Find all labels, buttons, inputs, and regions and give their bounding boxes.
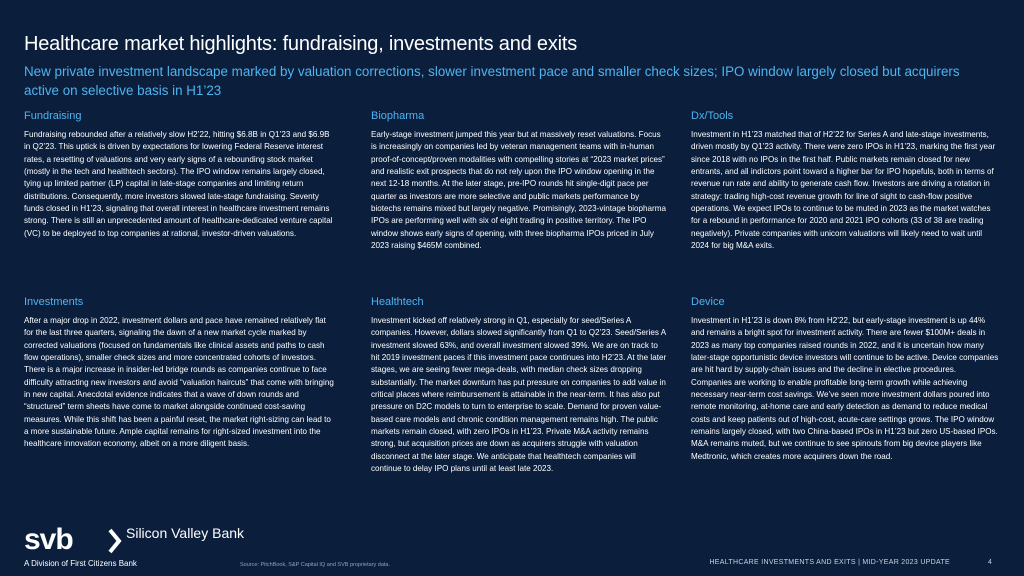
logo-division: A Division of First Citizens Bank	[24, 559, 137, 568]
section-body: Investment in H1’23 matched that of H2’22 for Series A and late-stage investments, driven mostly by Q1’23 activity. There were zero IPOs in H1’23, marking the first year since 2018 with no IPOs in the first half. Public markets remain closed for new entrants, and all indictors point toward a higher bar for IPO hopefuls, both in terms of revenue run rate and ability to generate cash flow. Investors are driving a rotation in strategy: trading high-cost revenue growth for line of sight to cash-flow positive operations. We expect IPOs to continue to be muted in 2023 as the market watches for a rebound in performance for 2020 and 2021 IPO cohorts (33 of 38 are trading negatively). Private companies with unicorn valuations will likely need to wait until 2024 for big M&A exits.	[691, 130, 996, 251]
section-heading: Fundraising	[24, 110, 82, 122]
section-body: Investment in H1’23 is down 8% from H2’22, but early-stage investment is up 44% and remains a bright spot for investment activity. There are fewer $100M+ deals in 2023 as many top companies raised rounds in 2022, and it is uncertain how many later-stage opportunistic device investors will continue to be active. Device companies are hit hard by supply-chain issues and the decline in elective procedures. Companies are working to enable profitable long-term growth while achieving necessary near-term cost savings. We’ve seen more investment dollars poured into remote monitoring, at-home care and early detection as demand to reduce medical costs and keep patients out of high-cost, acute-care settings grows. The IPO window remains largely closed, with two China-based IPOs in H1’23 but zero US-based IPOs. M&A remains muted, but we continue to see spinouts from big device players like Medtronic, which creates more acquirers down the road.	[691, 316, 999, 461]
source-note: Source: PitchBook, S&P Capital IQ and SVB proprietary data.	[240, 562, 391, 568]
section-fundraising	[24, 110, 336, 240]
page-subtitle: New private investment landscape marked by valuation corrections, slower investment pace and smaller check sizes; IPO window largely closed but acquirers active on selective basis in H1’23	[24, 64, 960, 98]
section-body: Early-stage investment jumped this year but at massively reset valuations. Focus is increasingly on companies led by veteran management teams with in-human proof-of-concept/proven modalities with compelling stories at “2023 market prices” and realistic exit prospects that do not rely upon the IPO window opening in the next 12-18 months. At the later stage, pre-IPO rounds hit single-digit pace per quarter as investors are more selective and public markets performance by biotechs remains mixed but largely negative. Promisingly, 2023-vintage biopharma IPOs are performing well with six of eight trading in positive territory. The IPO window shows early signs of opening, with three biopharma IPOs priced in July 2023 raising $465M combined.	[371, 130, 666, 251]
section-heading: Healthtech	[371, 296, 424, 308]
page-number: 4	[988, 559, 992, 566]
section-body: After a major drop in 2022, investment dollars and pace have remained relatively flat for the last three quarters, signaling the dawn of a new market cycle marked by corrected valuations (focused on fundamentals like clinical assets and paths to cash flow operations), smaller check sizes and more concentrated cohorts of investors. There is a major increase in insider-led bridge rounds as companies continue to face difficulty attracting new investors and avoid “valuation haircuts” that come with bringing in new capital. Anecdotal evidence indicates that a wave of down rounds and “structured” term sheets have come to market alongside continued cost-saving measures. While this shift has been a painful reset, the market right-sizing can lead to a more sustainable future. Ample capital remains for right-sized investment into the healthcare innovation economy, albeit on a more diligent basis.	[24, 316, 334, 449]
section-device	[691, 296, 999, 463]
section-heading: Biopharma	[371, 110, 425, 122]
section-heading: Device	[691, 296, 725, 308]
footer-title: HEALTHCARE INVESTMENTS AND EXITS | MID-YEAR 2023 UPDATE	[709, 559, 950, 566]
section-body: Fundraising rebounded after a relatively slow H2’22, hitting $6.8B in Q1’23 and $6.9B in Q2’23. This uptick is driven by expectations for lowering Federal Reserve interest rates, a resetting of valuations and very early signs of a rebounding stock market (mostly in the tech and healthtech sectors). The IPO window remains largely closed, tying up limited partner (LP) capital in late-stage companies and limiting return distributions. Consequently, more investors slowed late-stage fundraising. Seventy funds closed in H1’23, signaling that overall interest in healthcare investment remains strong. There is still an unprecedented amount of healthcare-dedicated venture capital (VC) to be deployed to top companies at rational, investor-driven valuations.	[24, 130, 333, 238]
section-healthtech	[371, 296, 668, 475]
section-body: Investment kicked off relatively strong in Q1, especially for seed/Series A companies. However, dollars slowed significantly from Q1 to Q2’23. Seed/Series A investment slowed 63%, and overall investment slowed 39%. We are on track to hit 2019 investment paces if this investment pace continues into H2’23. At the later stages, we are seeing fewer mega-deals, with median check sizes dropping substantially. The market downturn has put pressure on companies to add value in critical places where reimbursement is attainable in the near-term. It has also put pressure on D2C models to turn to enterprise to scale. Demand for proven value-based care models and chronic condition management remains high. The public markets remain closed, with zero IPOs in H1’23. Private M&A activity remains strong, but acquisition prices are down as acquirers struggle with valuation disconnect at the later stage. We anticipate that healthtech companies will continue to delay IPO plans until at least late 2023.	[371, 316, 667, 474]
section-heading: Investments	[24, 296, 84, 308]
section-biopharma	[371, 110, 668, 252]
section-investments	[24, 296, 336, 451]
logo-name: Silicon Valley Bank	[126, 525, 245, 541]
chevron-right-icon	[108, 528, 122, 554]
section-heading: Dx/Tools	[691, 110, 734, 122]
logo-mark: svb	[24, 523, 73, 556]
page-title: Healthcare market highlights: fundraising, investments and exits	[24, 33, 578, 55]
section-dxtools	[691, 110, 999, 252]
